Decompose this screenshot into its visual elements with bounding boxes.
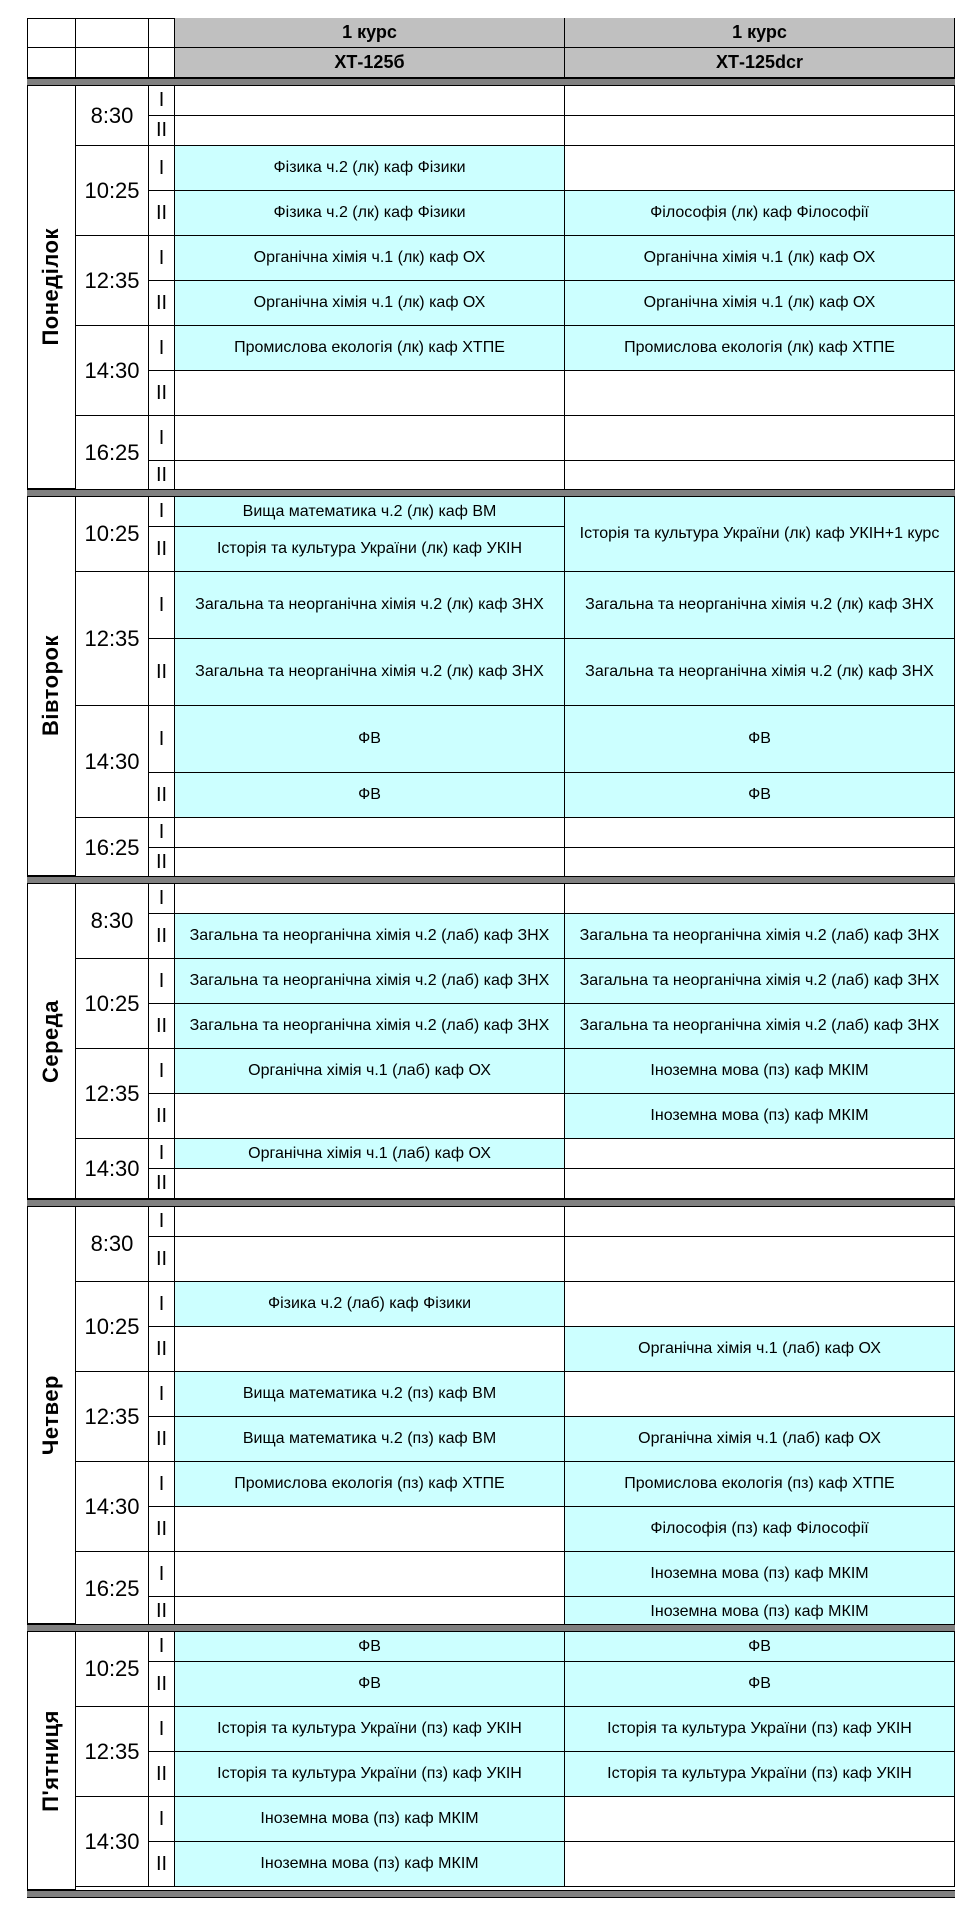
class-text: Іноземна мова (пз) каф МКІМ bbox=[650, 1062, 869, 1079]
pair-label: II bbox=[155, 1104, 168, 1127]
pair-label: I bbox=[158, 1472, 165, 1495]
time-label: 14:30 bbox=[84, 1828, 140, 1854]
pair-number bbox=[149, 1462, 175, 1507]
class-text: Вища математика ч.2 (лк) каф ВМ bbox=[242, 502, 497, 520]
pair-label: II bbox=[155, 201, 168, 224]
time-label: 8:30 bbox=[90, 908, 134, 933]
time-label: 12:35 bbox=[84, 267, 140, 293]
class-text: Загальна та неорганічна хімія ч.2 (лк) каф ЗНХ bbox=[585, 663, 934, 680]
time-label: 12:35 bbox=[84, 1738, 140, 1764]
class-text: Історія та культура України (пз) каф УКІН bbox=[607, 1720, 912, 1737]
class-cell[interactable] bbox=[175, 773, 565, 818]
pair-label: II bbox=[155, 924, 168, 947]
class-cell[interactable] bbox=[565, 1707, 955, 1752]
pair-label: I bbox=[158, 336, 165, 359]
group-header bbox=[565, 48, 955, 78]
class-cell[interactable] bbox=[565, 146, 955, 191]
time-cell bbox=[76, 236, 149, 326]
class-text: Іноземна мова (пз) каф МКІМ bbox=[260, 1810, 479, 1827]
class-text: ФВ bbox=[748, 786, 771, 803]
time-label: 8:30 bbox=[90, 1231, 134, 1256]
class-cell[interactable] bbox=[565, 281, 955, 326]
class-cell[interactable] bbox=[175, 1597, 565, 1627]
pair-number bbox=[149, 191, 175, 236]
class-cell[interactable] bbox=[175, 1752, 565, 1797]
class-cell[interactable] bbox=[565, 1752, 955, 1797]
class-cell[interactable] bbox=[175, 146, 565, 191]
pair-number bbox=[149, 1597, 175, 1627]
class-cell[interactable] bbox=[565, 1597, 955, 1627]
class-text: Загальна та неорганічна хімія ч.2 (лаб) каф ЗНХ bbox=[189, 972, 550, 989]
class-cell[interactable] bbox=[175, 1169, 565, 1199]
pair-number bbox=[149, 146, 175, 191]
pair-number bbox=[149, 527, 175, 572]
pair-label: II bbox=[155, 1852, 168, 1875]
class-text: Загальна та неорганічна хімія ч.2 (лк) каф ЗНХ bbox=[195, 596, 544, 613]
class-cell[interactable] bbox=[175, 416, 565, 461]
class-text: Загальна та неорганічна хімія ч.2 (лаб) каф ЗНХ bbox=[579, 972, 940, 989]
pair-label: I bbox=[158, 89, 165, 111]
day-separator bbox=[27, 1890, 955, 1898]
pair-label: I bbox=[158, 727, 165, 750]
pair-number bbox=[149, 236, 175, 281]
class-text: Органічна хімія ч.1 (лк) каф ОХ bbox=[253, 294, 486, 311]
time-cell bbox=[76, 1797, 149, 1887]
pair-number bbox=[149, 1094, 175, 1139]
pair-number bbox=[149, 281, 175, 326]
time-label: 10:25 bbox=[84, 521, 140, 546]
time-label: 12:35 bbox=[84, 625, 140, 651]
class-cell[interactable] bbox=[565, 959, 955, 1004]
class-cell[interactable] bbox=[565, 706, 955, 773]
pair-number bbox=[149, 706, 175, 773]
class-cell[interactable] bbox=[565, 1797, 955, 1842]
class-cell[interactable] bbox=[565, 884, 955, 914]
day-name-cell bbox=[27, 1207, 76, 1624]
time-label: 16:25 bbox=[84, 1576, 140, 1601]
class-cell[interactable] bbox=[175, 1207, 565, 1237]
pair-number bbox=[149, 914, 175, 959]
pair-label: II bbox=[155, 1337, 168, 1360]
pair-label: I bbox=[158, 156, 165, 179]
day-separator bbox=[27, 1199, 955, 1207]
pair-number bbox=[149, 1139, 175, 1169]
pair-number bbox=[149, 1632, 175, 1662]
class-cell[interactable] bbox=[175, 1707, 565, 1752]
class-cell[interactable] bbox=[565, 1417, 955, 1462]
class-cell[interactable] bbox=[565, 236, 955, 281]
time-label: 12:35 bbox=[84, 1403, 140, 1429]
pair-label: I bbox=[158, 1142, 165, 1164]
class-cell[interactable] bbox=[565, 1207, 955, 1237]
class-cell[interactable] bbox=[175, 1049, 565, 1094]
pair-number bbox=[149, 1207, 175, 1237]
class-cell[interactable] bbox=[175, 1372, 565, 1417]
time-cell bbox=[76, 959, 149, 1049]
class-text: Історія та культура України (пз) каф УКІН bbox=[217, 1765, 522, 1782]
pair-label: I bbox=[158, 1635, 165, 1657]
class-cell[interactable] bbox=[175, 371, 565, 416]
class-cell[interactable] bbox=[175, 116, 565, 146]
pair-number bbox=[149, 1237, 175, 1282]
class-text: Органічна хімія ч.1 (лк) каф ОХ bbox=[253, 249, 486, 266]
time-cell bbox=[76, 326, 149, 416]
class-cell[interactable] bbox=[565, 848, 955, 878]
class-cell[interactable] bbox=[565, 1139, 955, 1169]
pair-label: I bbox=[158, 1382, 165, 1405]
class-cell[interactable] bbox=[565, 191, 955, 236]
time-cell bbox=[76, 1207, 149, 1282]
pair-label: II bbox=[155, 291, 168, 314]
pair-number bbox=[149, 1797, 175, 1842]
class-cell[interactable] bbox=[175, 1552, 565, 1597]
class-cell[interactable] bbox=[175, 1797, 565, 1842]
header-blank bbox=[149, 48, 175, 78]
pair-label: II bbox=[155, 1427, 168, 1450]
time-cell bbox=[76, 884, 149, 959]
course-header bbox=[175, 18, 565, 48]
class-text: ФВ bbox=[358, 1675, 381, 1692]
time-cell bbox=[76, 1632, 149, 1707]
time-label: 10:25 bbox=[84, 1656, 140, 1681]
time-label: 12:35 bbox=[84, 1080, 140, 1106]
day-separator bbox=[27, 489, 955, 497]
class-text: Фізика ч.2 (лаб) каф Фізики bbox=[267, 1295, 472, 1312]
class-text: ФВ bbox=[748, 1637, 771, 1655]
time-label: 10:25 bbox=[84, 177, 140, 203]
pair-number bbox=[149, 326, 175, 371]
class-text: Іноземна мова (пз) каф МКІМ bbox=[650, 1107, 869, 1124]
time-cell bbox=[76, 1372, 149, 1462]
class-cell[interactable] bbox=[175, 1004, 565, 1049]
class-text: Загальна та неорганічна хімія ч.2 (лк) каф ЗНХ bbox=[585, 596, 934, 613]
class-text: ФВ bbox=[748, 1675, 771, 1692]
pair-label: II bbox=[155, 1672, 168, 1695]
class-cell[interactable] bbox=[565, 1237, 955, 1282]
class-cell[interactable] bbox=[175, 818, 565, 848]
pair-number bbox=[149, 884, 175, 914]
pair-number bbox=[149, 1752, 175, 1797]
class-cell[interactable] bbox=[565, 1049, 955, 1094]
course-label: 1 курс bbox=[732, 22, 787, 42]
time-cell bbox=[76, 706, 149, 818]
group-name: ХТ-125б bbox=[334, 52, 405, 72]
day-name: Понеділок bbox=[38, 228, 63, 346]
time-label: 10:25 bbox=[84, 990, 140, 1016]
header-blank bbox=[27, 48, 76, 78]
pair-number bbox=[149, 818, 175, 848]
class-cell[interactable] bbox=[175, 191, 565, 236]
class-cell[interactable] bbox=[565, 116, 955, 146]
header-blank bbox=[149, 18, 175, 48]
day-name: Вівторок bbox=[38, 635, 63, 737]
time-cell bbox=[76, 1707, 149, 1797]
class-cell[interactable] bbox=[175, 281, 565, 326]
time-cell bbox=[76, 1462, 149, 1552]
class-text: Фізика ч.2 (лк) каф Фізики bbox=[273, 159, 466, 176]
time-label: 16:25 bbox=[84, 440, 140, 465]
class-cell[interactable] bbox=[175, 1282, 565, 1327]
class-text: Промислова екологія (лк) каф ХТПЕ bbox=[624, 339, 895, 356]
class-cell[interactable] bbox=[565, 1662, 955, 1707]
class-cell[interactable] bbox=[565, 1507, 955, 1552]
time-label: 8:30 bbox=[90, 102, 134, 128]
pair-label: I bbox=[158, 500, 165, 522]
class-cell[interactable] bbox=[175, 884, 565, 914]
pair-number bbox=[149, 1417, 175, 1462]
class-cell[interactable] bbox=[175, 1237, 565, 1282]
day-name-cell bbox=[27, 884, 76, 1199]
pair-label: II bbox=[155, 1600, 168, 1622]
class-cell[interactable] bbox=[175, 1462, 565, 1507]
course-header bbox=[565, 18, 955, 48]
class-text: ФВ bbox=[358, 786, 381, 803]
pair-number bbox=[149, 1004, 175, 1049]
class-cell[interactable] bbox=[175, 1632, 565, 1662]
class-cell[interactable] bbox=[565, 86, 955, 116]
pair-number bbox=[149, 416, 175, 461]
pair-number bbox=[149, 1707, 175, 1752]
class-text: Органічна хімія ч.1 (лк) каф ОХ bbox=[643, 249, 876, 266]
class-cell[interactable] bbox=[565, 1169, 955, 1199]
class-cell[interactable] bbox=[175, 1842, 565, 1887]
class-text: Філософія (лк) каф Філософії bbox=[650, 204, 869, 221]
class-text: Промислова екологія (пз) каф ХТПЕ bbox=[234, 1475, 505, 1492]
day-name: Четвер bbox=[38, 1374, 63, 1456]
class-text: Вища математика ч.2 (пз) каф ВМ bbox=[242, 1430, 497, 1447]
day-name: Середа bbox=[38, 999, 63, 1083]
class-text: Історія та культура України (пз) каф УКІН bbox=[607, 1765, 912, 1782]
time-label: 14:30 bbox=[84, 748, 140, 774]
pair-label: II bbox=[155, 660, 168, 683]
class-text: Промислова екологія (пз) каф ХТПЕ bbox=[624, 1475, 895, 1492]
class-cell[interactable] bbox=[565, 461, 955, 491]
day-name-cell bbox=[27, 1632, 76, 1890]
class-cell[interactable] bbox=[175, 1662, 565, 1707]
class-text: Фізика ч.2 (лк) каф Фізики bbox=[273, 204, 466, 221]
pair-label: I bbox=[158, 969, 165, 992]
pair-number bbox=[149, 461, 175, 491]
class-cell[interactable] bbox=[175, 639, 565, 706]
class-text: Загальна та неорганічна хімія ч.2 (лаб) каф ЗНХ bbox=[579, 927, 940, 944]
time-label: 10:25 bbox=[84, 1313, 140, 1339]
class-cell[interactable] bbox=[565, 1842, 955, 1887]
class-text: Загальна та неорганічна хімія ч.2 (лаб) каф ЗНХ bbox=[189, 927, 550, 944]
header-blank bbox=[76, 48, 149, 78]
class-text: ФВ bbox=[358, 730, 381, 747]
class-cell[interactable] bbox=[565, 497, 955, 572]
pair-label: II bbox=[155, 1247, 168, 1270]
class-cell[interactable] bbox=[565, 1282, 955, 1327]
time-cell bbox=[76, 818, 149, 878]
class-text: Іноземна мова (пз) каф МКІМ bbox=[650, 1565, 869, 1582]
group-header bbox=[175, 48, 565, 78]
pair-number bbox=[149, 1372, 175, 1417]
class-cell[interactable] bbox=[565, 326, 955, 371]
time-cell bbox=[76, 86, 149, 146]
pair-label: I bbox=[158, 1210, 165, 1232]
pair-label: II bbox=[155, 783, 168, 806]
pair-number bbox=[149, 959, 175, 1004]
pair-label: II bbox=[155, 1014, 168, 1037]
pair-number bbox=[149, 116, 175, 146]
pair-label: II bbox=[155, 1517, 168, 1540]
pair-label: II bbox=[155, 464, 168, 486]
pair-number bbox=[149, 1049, 175, 1094]
class-cell[interactable] bbox=[565, 1632, 955, 1662]
class-cell[interactable] bbox=[175, 1139, 565, 1169]
class-cell[interactable] bbox=[175, 1507, 565, 1552]
class-text: Органічна хімія ч.1 (лаб) каф ОХ bbox=[638, 1340, 881, 1357]
time-label: 14:30 bbox=[84, 357, 140, 383]
header-blank bbox=[27, 18, 76, 48]
class-text: Історія та культура України (лк) каф УКІН+1 курс bbox=[579, 525, 940, 542]
pair-number bbox=[149, 86, 175, 116]
pair-label: II bbox=[155, 1172, 168, 1194]
class-cell[interactable] bbox=[175, 236, 565, 281]
pair-label: II bbox=[155, 537, 168, 560]
class-text: Іноземна мова (пз) каф МКІМ bbox=[260, 1855, 479, 1872]
class-cell[interactable] bbox=[565, 639, 955, 706]
class-cell[interactable] bbox=[175, 497, 565, 527]
time-cell bbox=[76, 416, 149, 491]
header-blank bbox=[76, 18, 149, 48]
class-text: Іноземна мова (пз) каф МКІМ bbox=[650, 1602, 869, 1620]
day-name-cell bbox=[27, 497, 76, 876]
class-text: Філософія (пз) каф Філософії bbox=[650, 1520, 869, 1537]
class-text: Загальна та неорганічна хімія ч.2 (лаб) каф ЗНХ bbox=[579, 1017, 940, 1034]
course-label: 1 курс bbox=[342, 22, 397, 42]
class-text: ФВ bbox=[358, 1637, 381, 1655]
pair-number bbox=[149, 848, 175, 878]
class-cell[interactable] bbox=[565, 1372, 955, 1417]
class-cell[interactable] bbox=[175, 1417, 565, 1462]
pair-number bbox=[149, 1327, 175, 1372]
time-cell bbox=[76, 1552, 149, 1627]
pair-number bbox=[149, 1842, 175, 1887]
class-cell[interactable] bbox=[175, 461, 565, 491]
class-cell[interactable] bbox=[175, 86, 565, 116]
class-cell[interactable] bbox=[175, 527, 565, 572]
pair-number bbox=[149, 1507, 175, 1552]
pair-number bbox=[149, 1169, 175, 1199]
class-cell[interactable] bbox=[565, 416, 955, 461]
class-cell[interactable] bbox=[565, 1004, 955, 1049]
class-cell[interactable] bbox=[175, 1094, 565, 1139]
day-separator bbox=[27, 876, 955, 884]
class-text: Органічна хімія ч.1 (лаб) каф ОХ bbox=[248, 1062, 491, 1079]
class-cell[interactable] bbox=[565, 773, 955, 818]
pair-label: I bbox=[158, 1807, 165, 1830]
class-cell[interactable] bbox=[175, 959, 565, 1004]
class-text: Історія та культура України (лк) каф УКІН bbox=[216, 540, 523, 557]
class-cell[interactable] bbox=[175, 572, 565, 639]
time-cell bbox=[76, 1282, 149, 1372]
pair-number bbox=[149, 371, 175, 416]
class-text: Промислова екологія (лк) каф ХТПЕ bbox=[234, 339, 505, 356]
class-text: Історія та культура України (пз) каф УКІН bbox=[217, 1720, 522, 1737]
pair-label: II bbox=[155, 851, 168, 873]
pair-label: I bbox=[158, 593, 165, 616]
time-cell bbox=[76, 1139, 149, 1199]
day-name: П'ятниця bbox=[38, 1709, 63, 1812]
pair-label: I bbox=[158, 1059, 165, 1082]
class-cell[interactable] bbox=[565, 1327, 955, 1372]
class-text: ФВ bbox=[748, 730, 771, 747]
pair-label: II bbox=[155, 381, 168, 404]
pair-number bbox=[149, 1662, 175, 1707]
time-cell bbox=[76, 497, 149, 572]
class-cell[interactable] bbox=[175, 1327, 565, 1372]
pair-label: I bbox=[158, 1717, 165, 1740]
class-cell[interactable] bbox=[175, 326, 565, 371]
pair-number bbox=[149, 1552, 175, 1597]
group-name: ХТ-125dcr bbox=[715, 52, 804, 72]
time-cell bbox=[76, 146, 149, 236]
class-cell[interactable] bbox=[565, 1462, 955, 1507]
time-cell bbox=[76, 572, 149, 706]
time-cell bbox=[76, 1049, 149, 1139]
pair-label: II bbox=[155, 1762, 168, 1785]
class-text: Вища математика ч.2 (пз) каф ВМ bbox=[242, 1385, 497, 1402]
pair-label: I bbox=[158, 426, 165, 449]
pair-number bbox=[149, 773, 175, 818]
class-text: Органічна хімія ч.1 (лаб) каф ОХ bbox=[248, 1144, 491, 1162]
class-cell[interactable] bbox=[565, 914, 955, 959]
pair-number bbox=[149, 639, 175, 706]
class-cell[interactable] bbox=[565, 818, 955, 848]
class-text: Органічна хімія ч.1 (лк) каф ОХ bbox=[643, 294, 876, 311]
pair-number bbox=[149, 1282, 175, 1327]
day-separator bbox=[27, 78, 955, 86]
class-cell[interactable] bbox=[175, 848, 565, 878]
pair-label: I bbox=[158, 1292, 165, 1315]
class-cell[interactable] bbox=[565, 371, 955, 416]
pair-label: I bbox=[158, 246, 165, 269]
day-separator bbox=[27, 1624, 955, 1632]
class-cell[interactable] bbox=[175, 914, 565, 959]
class-text: Загальна та неорганічна хімія ч.2 (лаб) каф ЗНХ bbox=[189, 1017, 550, 1034]
class-text: Органічна хімія ч.1 (лаб) каф ОХ bbox=[638, 1430, 881, 1447]
day-name-cell bbox=[27, 86, 76, 489]
time-label: 14:30 bbox=[84, 1155, 140, 1181]
pair-number bbox=[149, 572, 175, 639]
pair-label: I bbox=[158, 1562, 165, 1585]
class-cell[interactable] bbox=[565, 1094, 955, 1139]
pair-label: I bbox=[158, 821, 165, 843]
time-label: 16:25 bbox=[84, 834, 140, 860]
pair-label: I bbox=[158, 887, 165, 909]
class-cell[interactable] bbox=[565, 572, 955, 639]
pair-number bbox=[149, 497, 175, 527]
time-label: 14:30 bbox=[84, 1493, 140, 1519]
class-cell[interactable] bbox=[175, 706, 565, 773]
class-text: Загальна та неорганічна хімія ч.2 (лк) каф ЗНХ bbox=[195, 663, 544, 680]
class-cell[interactable] bbox=[565, 1552, 955, 1597]
pair-label: II bbox=[155, 119, 168, 141]
